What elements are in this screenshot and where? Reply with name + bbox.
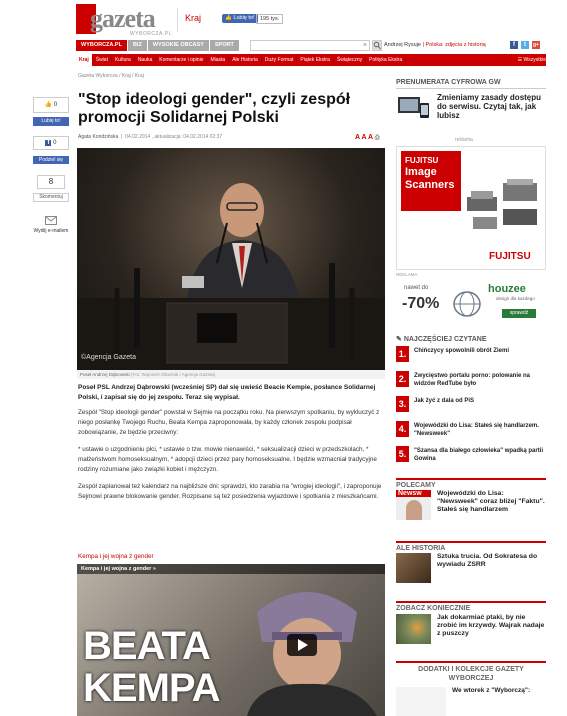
photo-watermark: ©Agencja Gazeta [81, 354, 136, 361]
zobacz-heading[interactable]: ZOBACZ KONIECZNIE [396, 601, 546, 612]
twitter-icon[interactable]: t [521, 41, 529, 49]
popular-title: Jak żyć z dala od PiS [414, 398, 475, 404]
fujitsu-ad[interactable] [396, 146, 546, 270]
comment-count: 8 [37, 175, 65, 189]
dodatki-text: We wtorek z "Wyborczą": [452, 687, 531, 694]
secnav-item-komentarze[interactable]: Komentarze i opinie [156, 54, 207, 66]
section-title[interactable]: Kraj [185, 13, 202, 23]
list-item[interactable] [396, 421, 546, 446]
share-like[interactable] [33, 97, 69, 126]
rank-badge: 4. [396, 421, 409, 437]
ad-logo: FUJITSU [489, 251, 531, 262]
topnav-tab-biz[interactable]: BIZ [128, 40, 147, 51]
site-logo[interactable] [76, 4, 172, 37]
all-sections-button[interactable] [518, 56, 546, 64]
facebook-icon: f [47, 140, 50, 146]
share-email[interactable] [33, 216, 69, 234]
secnav-item-ale-historia[interactable]: Ale Historia [229, 54, 262, 66]
list-item[interactable] [396, 446, 546, 471]
scanners-image [463, 177, 543, 235]
search-button[interactable] [372, 40, 382, 51]
share-like-count [33, 97, 69, 113]
publish-date: 04.02.2014 , aktualizacja: 04.02.2014 02:37 [125, 134, 223, 140]
logo-text: gazeta [90, 4, 155, 33]
thumbs-up-icon: 👍 [44, 102, 53, 108]
polecamy-item[interactable] [396, 490, 546, 520]
bird-thumbnail [396, 614, 431, 644]
article-paragraph: * ustawie o uzgodnieniu płci, * ustawie o tzw. mowie nienawiści, * seksualizacji dzieci w przedszkolach, * małżeństwom homoseksualnym, * adopcji dzieci przez pary homoseksualne. I będzie wzmacniał tradycyjne rodziny rozumiane jako związki kobiet i mężczyzn. [78, 446, 377, 473]
popular-heading: ✎ NAJCZĘŚCIEJ CZYTANE [396, 336, 487, 343]
share-fb-number: 0 [53, 140, 57, 146]
polecamy-text: Wojewódzki do Lisa: "Newsweek" coraz bliżej "Faktu". Stałeś się handlarzem [437, 490, 545, 513]
ad2-brand: houzee [488, 283, 526, 295]
rank-badge: 2. [396, 371, 409, 387]
video-text-first: BEATA [83, 624, 210, 668]
photo-illustration [77, 148, 385, 370]
video-player[interactable] [77, 564, 385, 716]
history-link[interactable]: Polska: zdjęcia z historią [425, 42, 486, 48]
search-input[interactable] [250, 40, 370, 51]
all-sections-label: Wszystkie [523, 57, 546, 63]
ad2-prefix: nawet do [404, 285, 429, 291]
video-title[interactable]: Kempa i jej wojna z gender » [77, 564, 385, 574]
secnav-item-duzy-format[interactable]: Duży Format [262, 54, 298, 66]
ad2-tagline: design dla każdego [496, 296, 535, 301]
secnav-item-piatek-ekstra[interactable]: Piątek Ekstra [297, 54, 333, 66]
print-icon[interactable]: ⎙ [374, 135, 380, 141]
article-photo [77, 148, 385, 370]
section-nav [76, 54, 546, 66]
header-divider [177, 8, 178, 32]
list-item[interactable] [396, 396, 546, 421]
ad-brand-line: Image [405, 166, 437, 178]
dodatki-item[interactable] [396, 687, 546, 716]
top-nav [76, 40, 240, 51]
share-fb-count [33, 136, 69, 150]
article-title: "Stop ideologi gender", czyli zespół promocji Solidarnej Polski [78, 91, 351, 126]
devices-thumbnail [396, 93, 431, 123]
share-like-number: 0 [53, 102, 58, 108]
facebook-icon[interactable]: f [510, 41, 518, 49]
ad2-discount: -70% [402, 295, 440, 312]
topnav-tab-sport[interactable]: SPORT [210, 40, 239, 51]
play-button[interactable] [287, 634, 317, 656]
historia-thumbnail [396, 553, 431, 583]
article-body [78, 408, 384, 509]
historia-text: Sztuka trucia. Od Sokratesa do wywiadu ZSRR [437, 553, 538, 568]
ad-brand-line: FUJITSU [405, 156, 439, 165]
list-item[interactable] [396, 371, 546, 396]
photo-caption [77, 370, 385, 379]
rank-badge: 5. [396, 446, 409, 462]
subscription-heading[interactable]: PRENUMERATA CYFROWA GW [396, 77, 546, 89]
share-facebook[interactable] [33, 136, 69, 164]
zobacz-text: Jak dokarmiać ptaki, by nie zrobić im krzywdy. Wajrak nadaje z puszczy [437, 614, 545, 637]
list-item[interactable] [396, 346, 546, 371]
envelope-icon [45, 216, 57, 225]
rank-badge: 1. [396, 346, 409, 362]
search-icon [373, 41, 381, 50]
secnav-item-swiat[interactable]: Świat [93, 54, 112, 66]
facebook-like-button[interactable] [222, 14, 258, 23]
secnav-item-nauka[interactable]: Nauka [135, 54, 156, 66]
article-paragraph: Zespół zaplanował też kalendarz na najbliższe dni: sprawdzi, kto zarabia na "wrogiej ideologii", i zaproponuje Sejmowi prawne blokowanie gender. Rozpisane są też posiedzenia wyjazdowe i spotkania z mieszkańcami. [78, 483, 382, 500]
topnav-tab-wyborcza[interactable]: WYBORCZA.PL [76, 40, 127, 51]
polecamy-heading[interactable]: POLECAMY [396, 478, 546, 489]
thumbnail-label: Newsw [396, 490, 431, 497]
ad2-label: REKLAMA [396, 272, 418, 277]
caption-text: Poseł Andrzej Dąbrowski [80, 372, 130, 377]
popular-heading-text: NAJCZĘŚCIEJ CZYTANE [403, 336, 487, 343]
thumbs-up-icon: 👍 [225, 15, 234, 21]
secnav-item-polityka-ekstra[interactable]: Polityka Ekstra [366, 54, 406, 66]
ad-brand-box [401, 151, 461, 211]
google-plus-icon[interactable]: g+ [533, 42, 539, 48]
caption-credit: (Fot. Wojciech Olkuśnik / Agencja Gazeta) [131, 372, 216, 377]
font-size-controls[interactable] [355, 134, 380, 142]
author-name[interactable]: Agata Kondzińska [78, 134, 119, 140]
popular-list [396, 346, 546, 471]
thumbnail-face [406, 500, 422, 520]
lamp-image [452, 289, 482, 319]
clear-icon[interactable]: × [362, 42, 367, 49]
popular-title: Wojewódzki do Lisa: Stałeś się handlarzem. "Newsweek" [414, 423, 539, 437]
user-links: Andrzej Rysuje | Polska: zdjęcia z historią [384, 42, 486, 48]
rank-badge: 3. [396, 396, 409, 412]
font-size-label: A A A [355, 134, 373, 141]
email-label: Wyślij e-mailem [33, 228, 69, 234]
subscription-teaser[interactable] [396, 93, 546, 123]
like-label: Lubię to! [233, 15, 255, 21]
houzee-ad[interactable] [396, 279, 546, 323]
video-text-last: KEMPA [83, 666, 220, 710]
ad-label: reklama [455, 137, 473, 143]
popular-title: Chińczycy spowolnili obrót Ziemi [414, 348, 510, 354]
comment-button[interactable]: Skomentuj [33, 193, 69, 202]
share-comments[interactable] [33, 175, 69, 202]
ad-brand-line: Scanners [405, 179, 455, 191]
historia-heading[interactable]: ALE HISTORIA [396, 541, 546, 552]
logo-subtext: WYBORCZA.PL [130, 31, 172, 37]
popular-title: Zwycięstwo portalu porno: polowanie na widzów RedTube było [414, 373, 531, 387]
ad2-button[interactable]: sprawdź [502, 309, 536, 318]
like-count: 195 tys. [256, 14, 283, 24]
article-lead: Poseł PSL Andrzej Dąbrowski (wcześniej SP) dał się uwieść Beacie Kempie, posłance Solidarnej Polski, i zapisał się do jej zespołu. Teraz się wypisał. [78, 384, 376, 401]
secnav-item-miasta[interactable]: Miasta [207, 54, 229, 66]
secnav-item-kultura[interactable]: Kultura [112, 54, 135, 66]
dodatki-thumbnail [396, 687, 446, 716]
related-link[interactable]: Kempa i jej wojna z gender [78, 553, 154, 560]
article-paragraph: Zespół "Stop ideologii gender" powstał w Sejmie na początku roku. Na pierwszym spotkaniu, by wykluczyć z niego posłankę Twojego Ruchu, Beata Kempa zaproponowała, by każdy członek zespołu podpisał zobowiązanie, że będzie przeciwny: [78, 409, 380, 436]
article-meta: Agata Kondzińska | 04.02.2014 , aktualizacja: 04.02.2014 02:37 [78, 134, 223, 140]
share-fb-button[interactable]: Podziel się [33, 156, 69, 164]
share-like-button[interactable]: Lubię to! [33, 117, 69, 126]
polecamy-thumbnail [396, 490, 431, 520]
subscription-text: Zmieniamy zasady dostępu do serwisu. Czytaj tak, jak lubisz [437, 93, 542, 120]
user-link[interactable]: Andrzej Rysuje [384, 42, 421, 48]
zobacz-item[interactable] [396, 614, 546, 644]
popular-title: "Szansa dla białego człowieka" wpadką partii Gowina [414, 448, 544, 462]
dodatki-heading[interactable]: DODATKI I KOLEKCJE GAZETY WYBORCZEJ [396, 661, 546, 683]
menu-icon: ☰ [517, 57, 524, 63]
breadcrumb[interactable]: Gazeta Wyborcza / Kraj / Kraj [78, 73, 144, 79]
topnav-tab-wysokie-obcasy[interactable]: WYSOKIE OBCASY [148, 40, 209, 51]
secnav-item-swiateczny[interactable]: Świąteczny [334, 54, 366, 66]
secnav-item-kraj[interactable]: Kraj [76, 54, 93, 66]
historia-item[interactable] [396, 553, 546, 583]
